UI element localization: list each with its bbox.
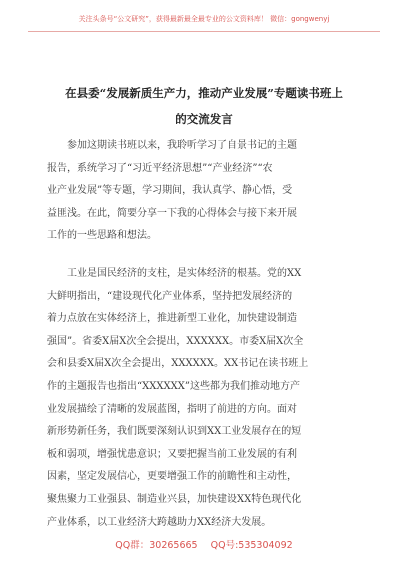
text-line: 大鲜明指出，“建设现代化产业体系，坚持把发展经济的 — [47, 290, 293, 302]
title-line: 的交流发言 — [175, 112, 233, 126]
footer-qq-group: QQ群：30265665 — [115, 540, 198, 551]
text-line: 着力点放在实体经济上，推进新型工业化，加快建设制造 — [47, 313, 297, 325]
text-line: 作的主题报告也指出“XXXXXX”这些都为我们推动地方产 — [47, 380, 300, 392]
text-line: 报告，系统学习了“习近平经济思想”“产业经济”“农 — [47, 162, 273, 174]
header-divider — [28, 31, 380, 32]
text-line: 因素，坚定发展信心，更要增强工作的前瞻性和主动性， — [47, 471, 297, 483]
title-line: 在县委“发展新质生产力，推动产业发展”专题读书班上 — [65, 86, 343, 100]
header-promo-note: 关注头条号“公文研究”，获得最新最全最专业的公文资料库！ 微信：gongwenyj — [78, 15, 330, 23]
footer-qq-number: QQ号:535304092 — [210, 540, 293, 551]
text-line: 产业体系，以工业经济大跨越助力XX经济大发展。 — [47, 516, 272, 528]
text-line: 工业是国民经济的支柱，是实体经济的根基。党的XX — [67, 268, 302, 279]
text-line: 新形势新任务，我们既要深刻认识到XX工业发展存在的短 — [47, 426, 302, 438]
text-line: 强国”。省委X届X次全会提出，XXXXXX。市委X届X次全 — [47, 335, 304, 347]
paragraph-2 — [47, 263, 347, 534]
text-line: 业发展描绘了清晰的发展蓝图，指明了前进的方向。面对 — [47, 403, 297, 415]
document-title — [30, 80, 378, 132]
text-line: 益匪浅。在此，简要分享一下我的心得体会与接下来开展 — [47, 207, 297, 219]
text-line: 工作的一些思路和想法。 — [47, 230, 157, 242]
paragraph-1 — [47, 135, 347, 248]
text-line: 参加这期读书班以来，我聆听学习了自景书记的主题 — [67, 140, 297, 151]
text-line: 板和弱项，增强忧患意识；又要把握当前工业发展的有利 — [47, 448, 297, 460]
text-line: 聚焦聚力工业强县、制造业兴县，加快建设XX特色现代化 — [47, 493, 302, 505]
text-line: 会和县委X届X次全会提出，XXXXXX。XX书记在读书班上 — [47, 358, 309, 370]
footer-contact — [30, 537, 378, 551]
text-line: 业产业发展”等专题，学习期间，我认真学、静心悟，受 — [47, 185, 293, 197]
